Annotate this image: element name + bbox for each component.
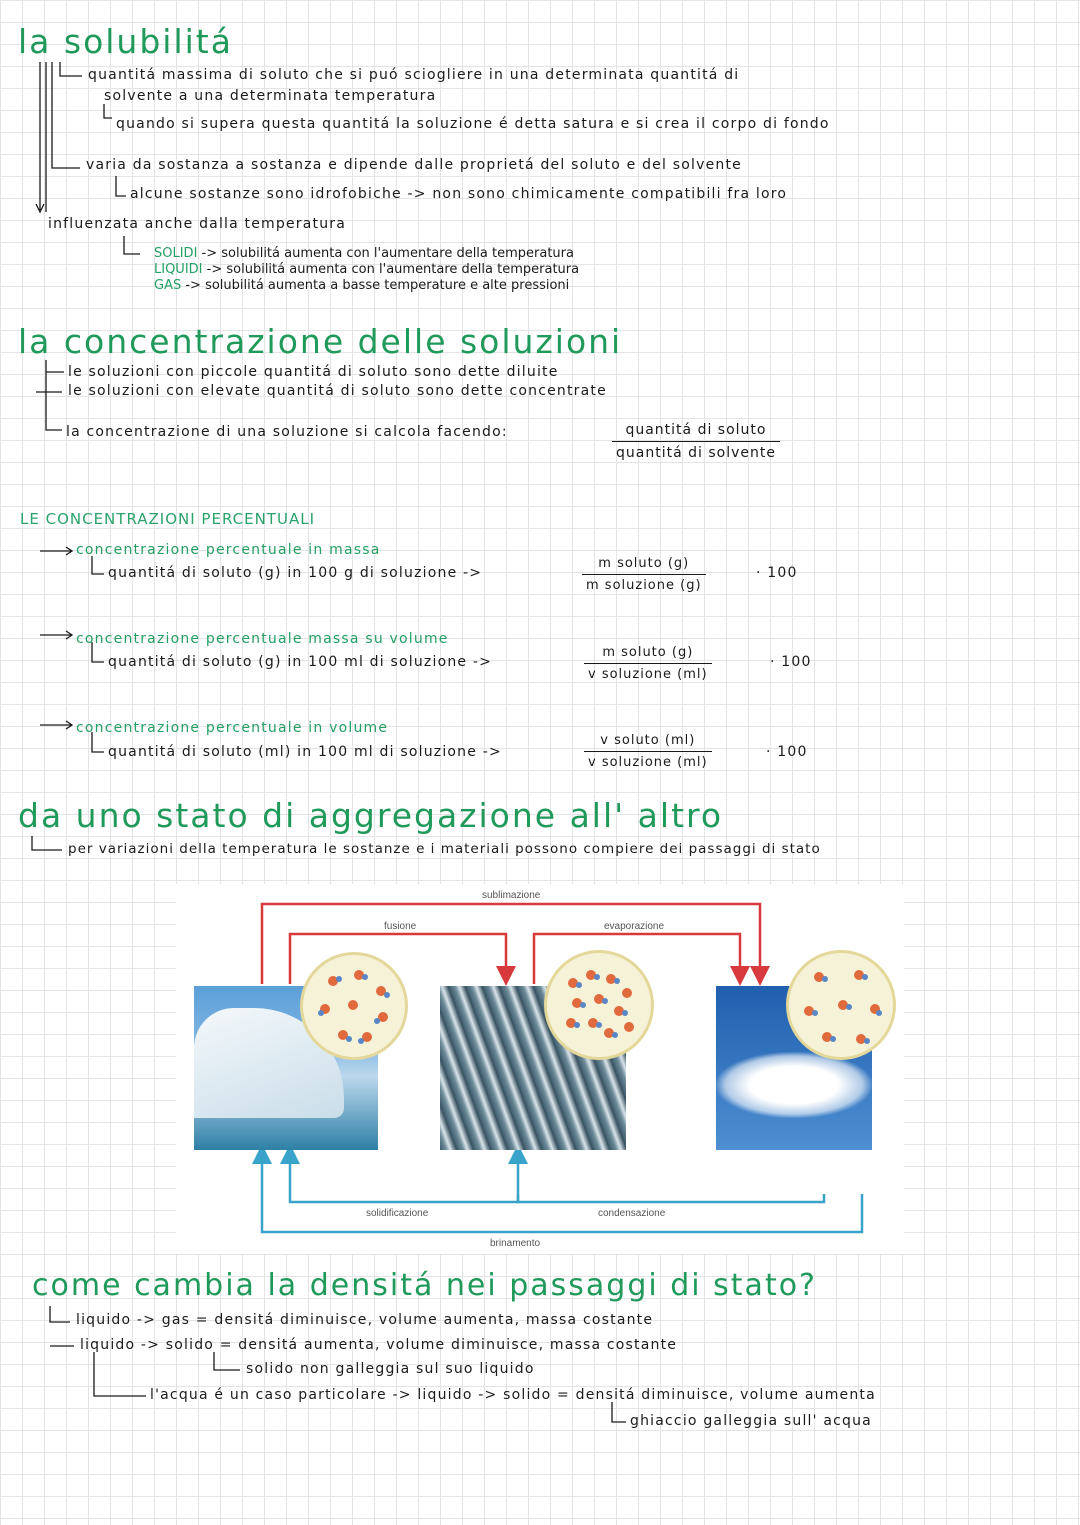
liquids-row <box>154 262 579 277</box>
gas-row <box>154 278 569 293</box>
label-sublimazione: sublimazione <box>482 890 541 901</box>
solubility-title: la solubilitá <box>18 22 233 61</box>
solid-molecules-icon <box>300 952 408 1060</box>
gas-molecules-svg <box>789 953 893 1057</box>
gas-label: GAS <box>154 278 182 293</box>
states-title: da uno stato di aggregazione all' altro <box>18 796 724 835</box>
liquid-molecules-icon <box>544 950 654 1060</box>
fraction-numerator: quantitá di soluto <box>625 422 767 438</box>
fraction-numerator: m soluto (g) <box>598 556 690 571</box>
concentrated-note: le soluzioni con elevate quantitá di soluto sono dette concentrate <box>68 383 607 399</box>
label-fusione: fusione <box>384 921 417 932</box>
density-liquid-gas: liquido -> gas = densitá diminuisce, volume aumenta, massa costante <box>76 1312 654 1328</box>
label-solidificazione: solidificazione <box>366 1208 429 1219</box>
saturation-note: quando si supera questa quantitá la soluzione é detta satura e si crea il corpo di fondo <box>116 116 830 132</box>
percent-volume-desc: quantitá di soluto (ml) in 100 ml di soluzione -> <box>108 744 502 760</box>
percent-mass-volume-fraction <box>584 645 712 682</box>
fraction-numerator: m soluto (g) <box>602 645 694 660</box>
hydrophobic-note: alcune sostanze sono idrofobiche -> non sono chimicamente compatibili fra loro <box>130 186 788 202</box>
percent-volume-fraction <box>584 733 712 770</box>
phase-change-diagram <box>176 884 904 1254</box>
concentration-title: la concentrazione delle soluzioni <box>18 322 623 361</box>
cloud-shape <box>716 1052 872 1118</box>
concentration-formula-text: la concentrazione di una soluzione si calcola facendo: <box>66 424 508 440</box>
fraction-denominator: v soluzione (ml) <box>588 667 708 682</box>
percent-volume-name: concentrazione percentuale in volume <box>76 720 389 736</box>
label-condensazione: condensazione <box>598 1208 666 1219</box>
solubility-varies: varia da sostanza a sostanza e dipende dalle proprietá del soluto e del solvente <box>86 157 742 173</box>
gas-molecules-icon <box>786 950 896 1060</box>
solids-text: -> solubilitá aumenta con l'aumentare della temperatura <box>201 246 574 261</box>
condensazione-arrow <box>518 1154 824 1202</box>
fraction-numerator: v soluto (ml) <box>600 733 696 748</box>
percent-volume-mult: · 100 <box>766 744 808 760</box>
liquid-molecules-svg <box>547 953 651 1057</box>
fraction-bar <box>612 441 780 442</box>
solidificazione-arrow <box>290 1154 518 1202</box>
temperature-influence: influenzata anche dalla temperatura <box>48 216 347 232</box>
percent-mass-desc: quantitá di soluto (g) in 100 g di soluzione -> <box>108 565 483 581</box>
states-intro: per variazioni della temperatura le sostanze e i materiali possono compiere dei passaggi di stato <box>68 841 821 857</box>
fraction-denominator: v soluzione (ml) <box>588 755 708 770</box>
concentration-fraction <box>612 422 780 461</box>
fraction-bar <box>582 574 706 575</box>
dilute-note: le soluzioni con piccole quantitá di soluto sono dette diluite <box>68 364 559 380</box>
percent-mass-volume-desc: quantitá di soluto (g) in 100 ml di soluzione -> <box>108 654 493 670</box>
solubility-definition-cont: solvente a una determinata temperatura <box>104 88 437 104</box>
percent-mass-mult: · 100 <box>756 565 798 581</box>
brinamento-arrow <box>262 1154 862 1232</box>
ice-floats-note: ghiaccio galleggia sull' acqua <box>630 1413 872 1429</box>
density-title: come cambia la densitá nei passaggi di stato? <box>32 1268 817 1303</box>
percent-mass-volume-mult: · 100 <box>770 654 812 670</box>
solid-molecules-svg <box>303 955 405 1057</box>
percent-mass-volume-name: concentrazione percentuale massa su volume <box>76 631 449 647</box>
fraction-denominator: quantitá di solvente <box>616 445 776 461</box>
solubility-definition: quantitá massima di soluto che si puó sciogliere in una determinata quantitá di <box>88 67 740 83</box>
percent-mass-name: concentrazione percentuale in massa <box>76 542 381 558</box>
label-evaporazione: evaporazione <box>604 921 665 932</box>
water-exception: l'acqua é un caso particolare -> liquido -> solido = densitá diminuisce, volume aumenta <box>150 1387 876 1403</box>
fraction-bar <box>584 751 712 752</box>
percent-mass-fraction <box>582 556 706 593</box>
density-liquid-solid: liquido -> solido = densitá aumenta, volume diminuisce, massa costante <box>80 1337 678 1353</box>
label-brinamento: brinamento <box>490 1238 541 1249</box>
liquids-label: LIQUIDI <box>154 262 203 277</box>
percent-title: LE CONCENTRAZIONI PERCENTUALI <box>20 510 315 528</box>
solid-sinks-note: solido non galleggia sul suo liquido <box>246 1361 535 1377</box>
solids-row <box>154 246 574 261</box>
liquids-text: -> solubilitá aumenta con l'aumentare della temperatura <box>206 262 580 277</box>
fraction-bar <box>584 663 712 664</box>
gas-text: -> solubilitá aumenta a basse temperature e alte pressioni <box>185 278 570 293</box>
solids-label: SOLIDI <box>154 246 198 261</box>
fraction-denominator: m soluzione (g) <box>586 578 702 593</box>
